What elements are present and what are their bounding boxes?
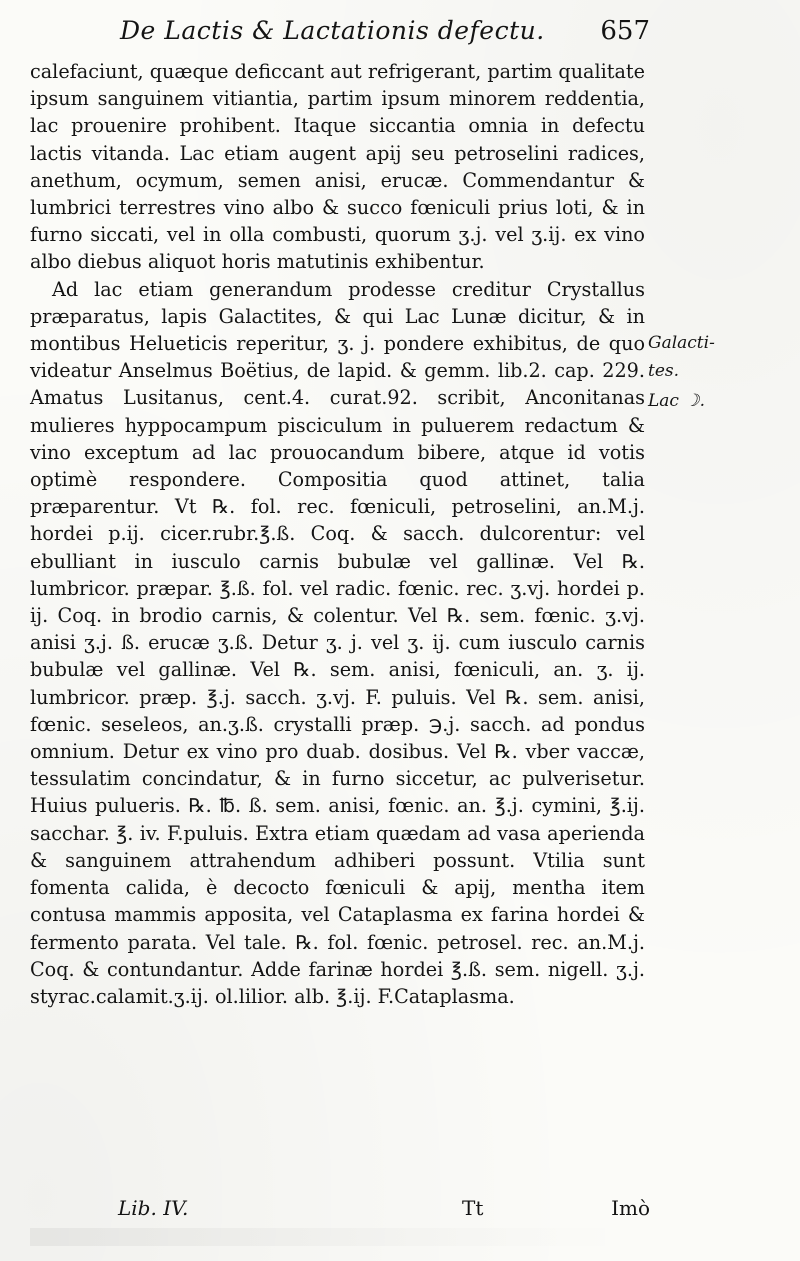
- running-head: De Lactis & Lactationis defectu.: [120, 16, 545, 45]
- page-header: [120, 16, 650, 56]
- catchword: Imò: [611, 1196, 650, 1220]
- page-number: 657: [600, 16, 650, 46]
- gathering-mark: Tt: [462, 1196, 484, 1220]
- margin-note-galactites-2: tes.: [648, 361, 680, 381]
- book-signature: Lib. IV.: [118, 1196, 189, 1220]
- main-text: [30, 58, 645, 1010]
- page-footer: [30, 1196, 650, 1226]
- paragraph-1: calefaciunt, quæque deficcant aut refrigerant, partim qualitate ipsum sanguinem vitiantia, partim ipsum minorem reddentia, lac prouenire prohibent. Itaque siccantia omnia in defectu lactis vitanda. Lac etiam augent apij seu petroselini radices, anethum, ocymum, semen anisi, erucæ. Commendantur & lumbrici terrestres vino albo & succo fœniculi prius loti, & in furno siccati, vel in olla combusti, quorum ʒ.j. vel ʒ.ij. ex vino albo diebus aliquot horis matutinis exhibentur.: [30, 60, 645, 274]
- margin-note-lac-lunae: Lac ☽.: [648, 391, 705, 411]
- margin-note-galactites-1: Galacti-: [648, 333, 715, 353]
- paragraph-2: Ad lac etiam generandum prodesse creditur Crystallus præparatus, lapis Galactites, & qui Lac Lunæ dicitur, & in montibus Helueticis reperitur, ʒ. j. pondere exhibitus, de quo videatur Anselmus Boëtius, de lapid. & gemm. lib.2. cap. 229. Amatus Lusitanus, cent.4. curat.92. scribit, Anconitanas mulieres hyppocampum pisciculum in puluerem redactum & vino exceptum ad lac prouocandum bibere, atque id votis optimè respondere. Compositia quod attinet, talia præparentur. Vt ℞. fol. rec. fœniculi, petroselini, an.M.j. hordei p.ij. cicer.rubr.℥.ß. Coq. & sacch. dulcorentur: vel ebulliant in iusculo carnis bubulæ vel gallinæ. Vel ℞. lumbricor. præpar. ℥.ß. fol. vel radic. fœnic. rec. ʒ.vj. hordei p. ij. Coq. in brodio carnis, & colentur. Vel ℞. sem. fœnic. ʒ.vj. anisi ʒ.j. ß. erucæ ʒ.ß. Detur ʒ. j. vel ʒ. ij. cum iusculo carnis bubulæ vel gallinæ. Vel ℞. sem. anisi, fœniculi, an. ʒ. ij. lumbricor. præp. ℥.j. sacch. ʒ.vj. F. puluis. Vel ℞. sem. anisi, fœnic. seseleos, an.ʒ.ß. crystalli præp. ℈.j. sacch. ad pondus omnium. Detur ex vino pro duab. dosibus. Vel ℞. vber vaccæ, tessulatim concindatur, & in furno siccetur, ac pulverisetur. Huius pulueris. ℞. ℔. ß. sem. anisi, fœnic. an. ℥.j. cymini, ℥.ij. sacchar. ℥. iv. F.puluis. Extra etiam quædam ad vasa aperienda & sanguinem attrahendum adhiberi possunt. Vtilia sunt fomenta calida, è decocto fœniculi & apij, mentha item contusa mammis apposita, vel Cataplasma ex farina hordei & fermento parata. Vel tale. ℞. fol. fœnic. petrosel. rec. an.M.j. Coq. & contundantur. Adde farinæ hordei ℥.ß. sem. nigell. ʒ.j. styrac.calamit.ʒ.ij. ol.lilior. alb. ℥.ij. F.Cataplasma.: [30, 277, 645, 1008]
- show-through-text: [30, 1228, 630, 1246]
